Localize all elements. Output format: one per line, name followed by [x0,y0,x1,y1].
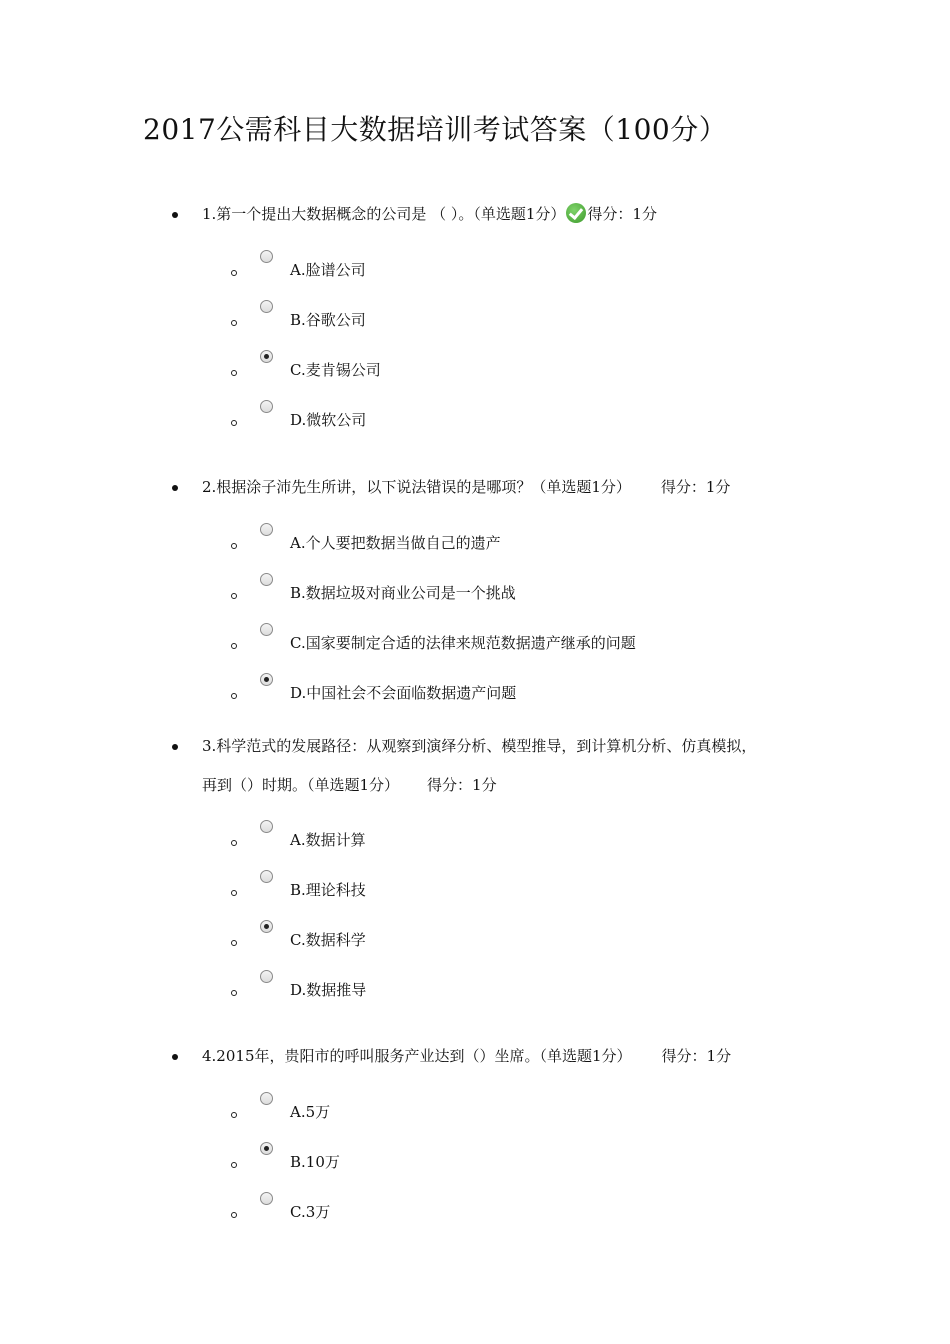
option-q4-c: C.3万 [290,1203,331,1221]
question-text: 4.2015年，贵阳市的呼叫服务产业达到（）坐席。（单选题1分） [202,1047,632,1065]
radio-q3-b[interactable] [260,870,273,883]
radio-q1-a[interactable] [260,250,273,263]
radio-q4-b[interactable] [260,1142,273,1155]
radio-q3-c[interactable] [260,920,273,933]
question-bullet [172,1054,178,1060]
radio-q3-d[interactable] [260,970,273,983]
option-bullet [231,270,237,276]
option-q4-a: A.5万 [290,1103,331,1121]
option-bullet [231,320,237,326]
question-bullet [172,212,178,218]
option-bullet [231,1162,237,1168]
option-q2-b: B.数据垃圾对商业公司是一个挑战 [290,584,516,602]
option-bullet [231,370,237,376]
option-q1-b: B.谷歌公司 [290,311,366,329]
question-text: 3.科学范式的发展路径：从观察到演绎分析、模型推导，到计算机分析、仿真模拟， [202,737,757,755]
option-q3-b: B.理论科技 [290,881,366,899]
question-bullet [172,485,178,491]
radio-q4-c[interactable] [260,1192,273,1205]
question-3 [202,735,756,756]
option-bullet [231,420,237,426]
radio-q4-a[interactable] [260,1092,273,1105]
question-text-line2: 再到（）时期。（单选题1分） [202,776,400,794]
document-title: 2017公需科目大数据培训考试答案（100分） [143,113,728,146]
option-q3-d: D.数据推导 [290,981,367,999]
radio-q2-d[interactable] [260,673,273,686]
option-bullet [231,543,237,549]
radio-q1-d[interactable] [260,400,273,413]
question-score: 得分：1分 [660,478,731,496]
question-score: 得分：1分 [587,205,657,223]
option-q1-c: C.麦肯锡公司 [290,361,381,379]
check-icon [566,203,586,223]
question-2 [202,476,730,497]
option-q3-a: A.数据计算 [290,831,366,849]
option-bullet [231,593,237,599]
radio-q2-b[interactable] [260,573,273,586]
option-bullet [231,1112,237,1118]
question-text: 1.第一个提出大数据概念的公司是 （ ）。（单选题1分） [202,205,566,223]
option-q3-c: C.数据科学 [290,931,366,949]
radio-q2-a[interactable] [260,523,273,536]
option-bullet [231,1212,237,1218]
radio-q1-b[interactable] [260,300,273,313]
option-bullet [231,643,237,649]
question-score: 得分：1分 [427,776,497,794]
question-text: 2.根据涂子沛先生所讲，以下说法错误的是哪项？（单选题1分） [202,478,631,496]
radio-q2-c[interactable] [260,623,273,636]
option-q2-d: D.中国社会不会面临数据遗产问题 [290,684,517,702]
question-1 [202,203,657,224]
option-q4-b: B.10万 [290,1153,340,1171]
option-bullet [231,693,237,699]
option-bullet [231,940,237,946]
question-bullet [172,744,178,750]
option-bullet [231,890,237,896]
question-score: 得分：1分 [661,1047,732,1065]
option-bullet [231,990,237,996]
option-bullet [231,840,237,846]
question-4 [202,1045,731,1066]
option-q1-a: A.脸谱公司 [290,261,366,279]
radio-q1-c[interactable] [260,350,273,363]
option-q2-c: C.国家要制定合适的法律来规范数据遗产继承的问题 [290,634,636,652]
option-q2-a: A.个人要把数据当做自己的遗产 [290,534,501,552]
radio-q3-a[interactable] [260,820,273,833]
question-3-line2 [202,774,497,795]
option-q1-d: D.微软公司 [290,411,367,429]
